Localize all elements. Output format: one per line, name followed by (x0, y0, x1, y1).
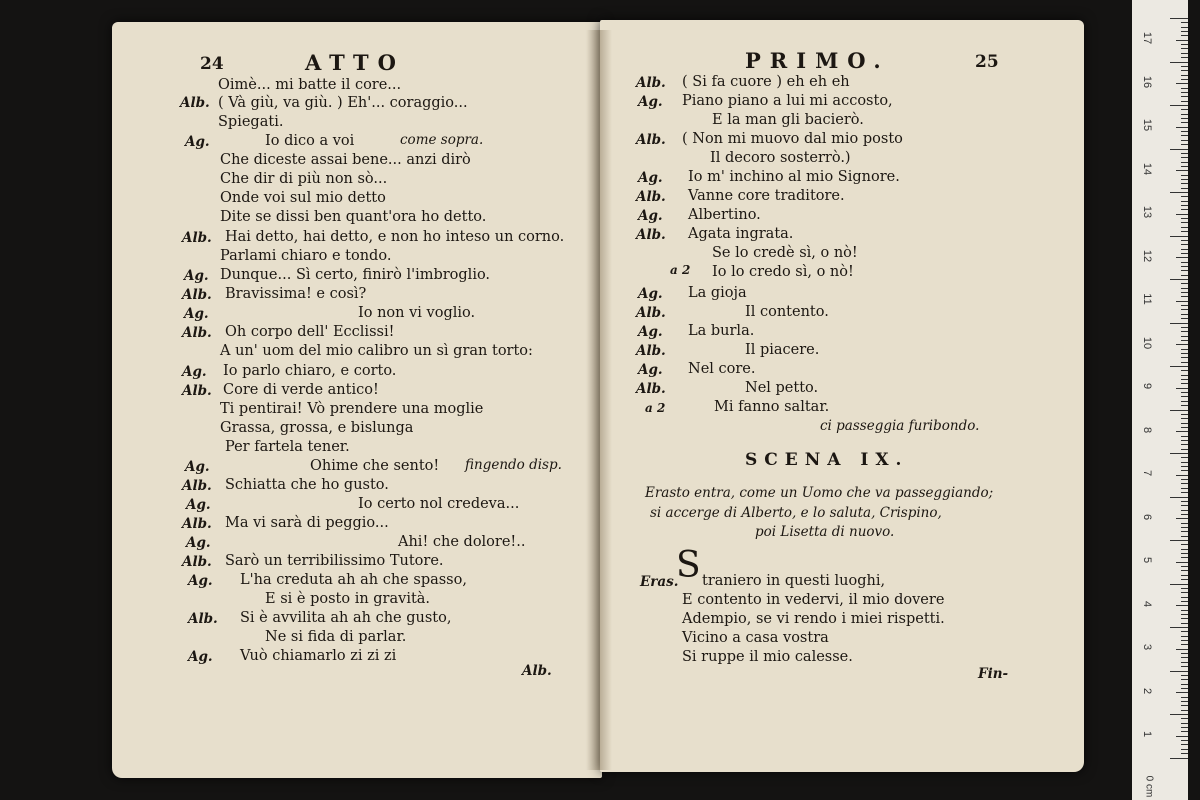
ruler-tick (1181, 222, 1188, 223)
line: Oh corpo dell' Ecclissi! (225, 324, 395, 340)
ruler-tick (1181, 314, 1188, 315)
ruler-tick (1181, 657, 1188, 658)
ruler-tick (1181, 114, 1188, 115)
ruler-label: 9 (1141, 382, 1153, 390)
ruler-tick (1181, 470, 1188, 471)
ruler-tick (1181, 501, 1188, 502)
ruler-tick (1176, 562, 1188, 563)
ruler-tick (1181, 623, 1188, 624)
speaker: Alb. (636, 75, 666, 91)
ruler-tick (1181, 131, 1188, 132)
ruler-tick (1176, 301, 1188, 302)
ruler-tick (1181, 336, 1188, 337)
ruler-label: 13 (1141, 205, 1153, 219)
speaker: Alb. (182, 287, 212, 303)
right-page-number: 25 (975, 52, 999, 72)
ruler-tick (1170, 671, 1188, 672)
ruler-tick (1181, 305, 1188, 306)
speaker: Ag. (184, 268, 209, 284)
ruler-tick (1170, 149, 1188, 150)
ruler-tick (1181, 544, 1188, 545)
ruler-label: 3 (1141, 643, 1153, 651)
line: Ne si fida di parlar. (265, 629, 407, 645)
line: Che diceste assai bene... anzi dirò (220, 152, 471, 168)
line: E si è posto in gravità. (265, 591, 431, 607)
ruler-tick (1181, 684, 1188, 685)
ruler-tick (1181, 723, 1188, 724)
ruler-tick (1181, 153, 1188, 154)
speaker: Alb. (182, 230, 212, 246)
ruler-tick (1181, 270, 1188, 271)
ruler-tick (1181, 488, 1188, 489)
ruler-tick (1181, 718, 1188, 719)
ruler-tick (1181, 22, 1188, 23)
line: L'ha creduta ah ah che spasso, (240, 572, 467, 588)
line: Il decoro sosterrò.) (710, 150, 851, 166)
ruler-tick (1181, 240, 1188, 241)
speaker: Ag. (182, 364, 207, 380)
ruler-tick (1176, 431, 1188, 432)
ruler-tick (1176, 692, 1188, 693)
ruler-tick (1181, 135, 1188, 136)
ruler-tick (1170, 497, 1188, 498)
line: Nel core. (688, 361, 756, 377)
ruler-tick (1181, 201, 1188, 202)
ruler-tick (1181, 636, 1188, 637)
ruler-tick (1170, 714, 1188, 715)
ruler-tick (1181, 614, 1188, 615)
ruler-tick (1181, 644, 1188, 645)
ruler-tick (1181, 427, 1188, 428)
ruler-tick (1176, 214, 1188, 215)
line: Bravissima! e così? (225, 286, 367, 302)
ruler-tick (1181, 296, 1188, 297)
scene-description: Erasto entra, come un Uomo che va passeggiando; (645, 485, 994, 501)
ruler-tick (1181, 227, 1188, 228)
ruler-tick (1170, 323, 1188, 324)
speaker: a 2 (670, 263, 691, 277)
ruler-tick (1181, 96, 1188, 97)
ruler-tick (1181, 292, 1188, 293)
ruler-tick (1170, 62, 1188, 63)
ruler-tick (1181, 375, 1188, 376)
speaker: Ag. (638, 170, 663, 186)
ruler-tick (1181, 749, 1188, 750)
ruler-tick (1181, 379, 1188, 380)
speaker: Alb. (182, 478, 212, 494)
line: Io dico a voi (265, 133, 355, 149)
ruler-tick (1181, 440, 1188, 441)
ruler-tick (1176, 518, 1188, 519)
ruler-tick (1181, 353, 1188, 354)
ruler-tick (1181, 688, 1188, 689)
line: E la man gli bacierò. (712, 112, 864, 128)
line: Ohime che sento! (310, 458, 440, 474)
ruler-tick (1181, 492, 1188, 493)
line: Che dir di più non sò... (220, 171, 388, 187)
line: traniero in questi luoghi, (702, 573, 886, 589)
speaker: Ag. (638, 324, 663, 340)
ruler-tick (1170, 540, 1188, 541)
ruler-tick (1181, 309, 1188, 310)
ruler-tick (1181, 405, 1188, 406)
ruler-tick (1181, 570, 1188, 571)
ruler-tick (1181, 249, 1188, 250)
ruler-tick (1176, 257, 1188, 258)
line: Mi fanno saltar. (714, 399, 830, 415)
ruler-tick (1176, 475, 1188, 476)
ruler-tick (1181, 205, 1188, 206)
line: Per fartela tener. (225, 439, 350, 455)
ruler-tick (1181, 510, 1188, 511)
ruler-tick (1181, 631, 1188, 632)
ruler-tick (1181, 505, 1188, 506)
ruler-label: 14 (1141, 162, 1153, 175)
line: Agata ingrata. (688, 226, 794, 242)
speaker: Alb. (636, 381, 666, 397)
ruler-tick (1181, 175, 1188, 176)
line: Ma vi sarà di peggio... (225, 515, 389, 531)
ruler-tick (1176, 736, 1188, 737)
ruler-tick (1181, 275, 1188, 276)
ruler-tick (1170, 236, 1188, 237)
line: ( Non mi muovo dal mio posto (682, 131, 903, 147)
ruler-tick (1181, 44, 1188, 45)
ruler-tick (1181, 288, 1188, 289)
ruler-tick (1181, 557, 1188, 558)
line: Il piacere. (745, 342, 820, 358)
ruler-tick (1181, 57, 1188, 58)
ruler-label: 12 (1141, 249, 1153, 262)
ruler-tick (1181, 253, 1188, 254)
ruler-tick (1181, 553, 1188, 554)
ruler-tick (1181, 701, 1188, 702)
line: Vanne core traditore. (688, 188, 845, 204)
ruler-label: 15 (1141, 118, 1153, 132)
ruler-tick (1181, 653, 1188, 654)
line: Onde voi sul mio detto (220, 190, 386, 206)
ruler-tick (1181, 318, 1188, 319)
ruler-tick (1170, 192, 1188, 193)
ruler-tick (1181, 423, 1188, 424)
ruler-label: 10 (1141, 336, 1153, 349)
ruler-tick (1181, 362, 1188, 363)
line: Albertino. (688, 207, 761, 223)
ruler-tick (1181, 575, 1188, 576)
ruler-label: 7 (1141, 469, 1153, 477)
ruler-tick (1181, 231, 1188, 232)
ruler-tick (1181, 436, 1188, 437)
line: Io lo credo sì, o nò! (712, 264, 854, 280)
ruler-tick (1181, 753, 1188, 754)
ruler-tick (1170, 627, 1188, 628)
ruler-label: 1 (1141, 730, 1153, 738)
ruler-tick (1181, 357, 1188, 358)
ruler-tick (1176, 83, 1188, 84)
speaker: Ag. (186, 535, 211, 551)
line: A un' uom del mio calibro un sì gran torto: (220, 343, 533, 359)
ruler-tick (1181, 209, 1188, 210)
speaker: Alb. (182, 325, 212, 341)
measuring-ruler (1132, 0, 1188, 800)
ruler-tick (1181, 218, 1188, 219)
line: Si ruppe il mio calesse. (682, 649, 853, 665)
ruler-tick (1181, 514, 1188, 515)
line: Adempio, se vi rendo i miei rispetti. (682, 611, 945, 627)
ruler-tick (1181, 157, 1188, 158)
ruler-tick (1181, 244, 1188, 245)
speaker: Alb. (188, 611, 218, 627)
ruler-tick (1181, 662, 1188, 663)
ruler-label: 4 (1141, 600, 1153, 607)
line: Io parlo chiaro, e corto. (223, 363, 397, 379)
stage-note: fingendo disp. (465, 457, 562, 473)
ruler-tick (1181, 705, 1188, 706)
speaker: Ag. (186, 497, 211, 513)
speaker: Alb. (636, 305, 666, 321)
ruler-tick (1181, 53, 1188, 54)
ruler-tick (1176, 127, 1188, 128)
line: ( Si fa cuore ) eh eh eh (682, 74, 850, 90)
ruler-tick (1181, 710, 1188, 711)
ruler-tick (1181, 88, 1188, 89)
stage-direction: ci passeggia furibondo. (820, 418, 980, 434)
speaker: Ag. (188, 573, 213, 589)
line: Dunque... Sì certo, finirò l'imbroglio. (220, 267, 491, 283)
ruler-tick (1181, 536, 1188, 537)
ruler-tick (1181, 144, 1188, 145)
catchword: Fin- (978, 666, 1009, 682)
line: Ahi! che dolore!.. (398, 534, 526, 550)
ruler-tick (1181, 457, 1188, 458)
speaker: Ag. (185, 134, 210, 150)
ruler-tick (1181, 35, 1188, 36)
line: Io certo nol credeva... (358, 496, 520, 512)
ruler-tick (1181, 92, 1188, 93)
ruler-tick (1170, 410, 1188, 411)
line: E contento in vedervi, il mio dovere (682, 592, 945, 608)
ruler-tick (1181, 549, 1188, 550)
line: Parlami chiaro e tondo. (220, 248, 392, 264)
ruler-tick (1181, 331, 1188, 332)
ruler-tick (1181, 166, 1188, 167)
ruler-tick (1170, 453, 1188, 454)
left-page-number: 24 (200, 54, 224, 74)
ruler-label: 2 (1141, 687, 1153, 694)
line: Vicino a casa vostra (682, 630, 829, 646)
line: Hai detto, hai detto, e non ho inteso un corno. (225, 229, 565, 245)
ruler-tick (1181, 48, 1188, 49)
ruler-tick (1181, 449, 1188, 450)
ruler-tick (1181, 109, 1188, 110)
ruler-tick (1181, 414, 1188, 415)
speaker: Alb. (636, 189, 666, 205)
ruler-tick (1170, 105, 1188, 106)
ruler-tick (1181, 483, 1188, 484)
ruler-tick (1181, 401, 1188, 402)
line: Io m' inchino al mio Signore. (688, 169, 900, 185)
ruler-tick (1170, 584, 1188, 585)
ruler-tick (1181, 27, 1188, 28)
ruler-tick (1181, 679, 1188, 680)
ruler-tick (1181, 640, 1188, 641)
line: Dite se dissi ben quant'ora ho detto. (220, 209, 487, 225)
scene-description: si accerge di Alberto, e lo saluta, Crispino, (650, 505, 942, 521)
ruler-tick (1181, 31, 1188, 32)
ruler-tick (1176, 605, 1188, 606)
ruler-tick (1181, 340, 1188, 341)
speaker: Eras. (640, 574, 679, 590)
ruler-tick (1181, 618, 1188, 619)
line: Sarò un terribilissimo Tutore. (225, 553, 444, 569)
speaker: Ag. (185, 459, 210, 475)
ruler-tick (1181, 588, 1188, 589)
line: Si è avvilita ah ah che gusto, (240, 610, 452, 626)
line: Se lo credè sì, o nò! (712, 245, 858, 261)
ruler-tick (1181, 675, 1188, 676)
line: Core di verde antico! (223, 382, 379, 398)
line: La gioja (688, 285, 747, 301)
speaker: Ag. (184, 306, 209, 322)
ruler-tick (1176, 344, 1188, 345)
ruler-tick (1181, 462, 1188, 463)
stage-note: come sopra. (400, 132, 484, 148)
ruler-label: 11 (1141, 293, 1153, 305)
line: Spiegati. (218, 114, 284, 130)
line: Il contento. (745, 304, 829, 320)
ruler-tick (1170, 279, 1188, 280)
speaker: a 2 (645, 401, 666, 415)
ruler-tick (1181, 601, 1188, 602)
line: Vuò chiamarlo zi zi zi (240, 648, 397, 664)
ruler-tick (1181, 392, 1188, 393)
ruler-tick (1181, 731, 1188, 732)
ruler-label: 5 (1141, 556, 1153, 564)
ruler-tick (1181, 727, 1188, 728)
line: Nel petto. (745, 380, 819, 396)
ruler-tick (1176, 388, 1188, 389)
ruler-tick (1181, 140, 1188, 141)
scene-title: SCENA IX. (745, 450, 909, 470)
ruler-tick (1181, 740, 1188, 741)
ruler-tick (1181, 383, 1188, 384)
speaker: Ag. (638, 208, 663, 224)
ruler-label: 16 (1141, 75, 1153, 88)
line: Grassa, grossa, e bislunga (220, 420, 414, 436)
speaker: Alb. (636, 343, 666, 359)
speaker: Alb. (180, 95, 210, 111)
speaker: Ag. (638, 286, 663, 302)
left-running-header: ATTO (305, 50, 405, 75)
ruler-tick (1181, 396, 1188, 397)
drop-cap: S (676, 545, 701, 586)
ruler-tick (1181, 162, 1188, 163)
ruler-tick (1181, 101, 1188, 102)
ruler-tick (1181, 66, 1188, 67)
ruler-tick (1181, 579, 1188, 580)
ruler-tick (1176, 40, 1188, 41)
ruler-tick (1181, 479, 1188, 480)
line: Ti pentirai! Vò prendere una moglie (220, 401, 484, 417)
ruler-tick (1181, 666, 1188, 667)
ruler-unit-label: 0 cm (1143, 775, 1155, 798)
ruler-tick (1181, 370, 1188, 371)
ruler-tick (1181, 418, 1188, 419)
ruler-tick (1170, 366, 1188, 367)
ruler-tick (1181, 327, 1188, 328)
speaker: Ag. (638, 362, 663, 378)
ruler-tick (1181, 122, 1188, 123)
ruler-tick (1181, 196, 1188, 197)
ruler-tick (1176, 649, 1188, 650)
speaker: Alb. (182, 554, 212, 570)
line: Piano piano a lui mi accosto, (682, 93, 893, 109)
ruler-tick (1181, 183, 1188, 184)
catchword: Alb. (522, 663, 552, 679)
ruler-tick (1181, 744, 1188, 745)
ruler-tick (1181, 592, 1188, 593)
ruler-tick (1181, 349, 1188, 350)
speaker: Alb. (182, 516, 212, 532)
ruler-tick (1176, 170, 1188, 171)
ruler-tick (1181, 79, 1188, 80)
scene-description: poi Lisetta di nuovo. (755, 524, 895, 540)
ruler-tick (1181, 75, 1188, 76)
speaker: Ag. (188, 649, 213, 665)
ruler-tick (1181, 531, 1188, 532)
ruler-tick (1181, 566, 1188, 567)
ruler-tick (1181, 179, 1188, 180)
ruler-tick (1181, 466, 1188, 467)
ruler-label: 17 (1141, 31, 1153, 45)
line: Io non vi voglio. (358, 305, 476, 321)
ruler-tick (1181, 523, 1188, 524)
ruler-label: 6 (1141, 513, 1153, 520)
line: La burla. (688, 323, 755, 339)
ruler-tick (1170, 758, 1188, 759)
line: ( Và giù, va giù. ) Eh'... coraggio... (218, 95, 468, 111)
ruler-tick (1181, 262, 1188, 263)
ruler-tick (1181, 283, 1188, 284)
ruler-label: 8 (1141, 426, 1153, 433)
ruler-tick (1181, 527, 1188, 528)
ruler-tick (1181, 697, 1188, 698)
ruler-tick (1181, 444, 1188, 445)
line: Oimè... mi batte il core... (218, 77, 402, 93)
speaker: Ag. (638, 94, 663, 110)
line: Schiatta che ho gusto. (225, 477, 389, 493)
ruler-tick (1181, 610, 1188, 611)
ruler-tick (1181, 70, 1188, 71)
speaker: Alb. (182, 383, 212, 399)
ruler-tick (1181, 118, 1188, 119)
speaker: Alb. (636, 227, 666, 243)
ruler-tick (1181, 266, 1188, 267)
speaker: Alb. (636, 132, 666, 148)
ruler-tick (1181, 597, 1188, 598)
ruler-tick (1181, 188, 1188, 189)
ruler-tick (1170, 18, 1188, 19)
right-running-header: PRIMO. (745, 48, 890, 73)
